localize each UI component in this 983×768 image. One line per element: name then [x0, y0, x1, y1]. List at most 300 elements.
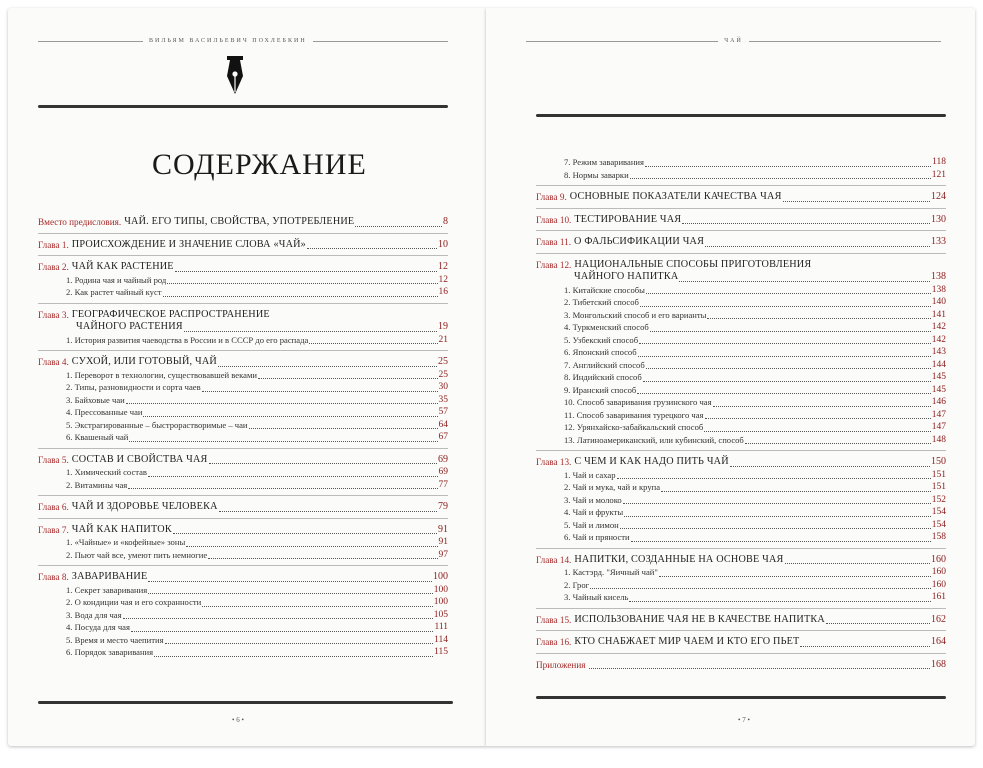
page-reference: 12: [438, 261, 448, 272]
dot-leader: [640, 306, 931, 307]
dot-leader: [148, 593, 433, 594]
toc-section-entry[interactable]: [536, 371, 946, 384]
page-reference: 100: [433, 597, 448, 607]
chapter-label: Глава 9.: [536, 192, 567, 202]
toc-section-entry[interactable]: [38, 479, 448, 492]
page-reference: 152: [931, 494, 946, 505]
entry-title: О ФАЛЬСИФИКАЦИИ ЧАЯ: [574, 236, 705, 247]
chapter-label: Глава 10.: [536, 214, 572, 225]
dot-leader: [631, 541, 931, 542]
head-ornament-line: [38, 41, 143, 42]
entry-title: 3. Вода для чая: [66, 609, 122, 620]
page-reference: 97: [438, 549, 448, 560]
entry-title: 1. Кастэрд. "Яичный чай": [564, 567, 658, 577]
dot-leader: [704, 431, 930, 432]
chapter-separator: [536, 450, 946, 451]
chapter-label: Глава 3.: [38, 309, 69, 320]
entry-title: 1. Родина чая и чайный род: [66, 274, 167, 285]
dot-leader: [659, 576, 931, 577]
dot-leader: [620, 528, 931, 529]
entry-title: 2. О кондиции чая и его сохранности: [66, 597, 202, 607]
toc-chapter-entry[interactable]: [536, 259, 946, 272]
entry-title: 1. Китайские способы: [564, 284, 645, 295]
entry-title: ОСНОВНЫЕ ПОКАЗАТЕЛИ КАЧЕСТВА ЧАЯ: [569, 191, 782, 202]
entry-title: С ЧЕМ И КАК НАДО ПИТЬ ЧАЙ: [574, 456, 729, 467]
entry-title: КТО СНАБЖАЕТ МИР ЧАЕМ И КТО ЕГО ПЬЕТ: [574, 636, 800, 647]
page-reference: 100: [433, 584, 448, 595]
toc-section-entry[interactable]: [536, 334, 946, 347]
entry-title: 6. Квашеный чай: [66, 432, 129, 442]
dot-leader: [638, 356, 931, 357]
toc-chapter-entry[interactable]: [38, 356, 448, 369]
toc-section-entry[interactable]: [38, 406, 448, 419]
entry-title: НАПИТКИ, СОЗДАННЫЕ НА ОСНОВЕ ЧАЯ: [574, 553, 784, 565]
entry-title: 5. Чай и лимон: [564, 519, 619, 530]
page-reference: 160: [931, 579, 946, 590]
entry-title: ЧАЙ КАК РАСТЕНИЕ: [71, 261, 174, 272]
page-reference: 118: [932, 157, 946, 167]
dot-leader: [143, 416, 437, 417]
entry-title: 7. Режим заваривания: [564, 157, 644, 167]
toc-section-entry[interactable]: [38, 381, 448, 394]
chapter-label: Глава 14.: [536, 554, 572, 565]
footer-rule: [536, 696, 946, 699]
page-reference: 105: [433, 609, 448, 620]
dot-leader: [309, 343, 437, 344]
dot-leader: [128, 488, 437, 489]
entry-title-continued: ЧАЙНОГО РАСТЕНИЯ: [76, 321, 183, 332]
dot-leader: [661, 491, 931, 492]
chapter-separator: [38, 255, 448, 256]
dot-leader: [186, 546, 437, 547]
dot-leader: [785, 563, 930, 564]
page-reference: 158: [931, 532, 946, 542]
toc-section-entry[interactable]: [38, 596, 448, 609]
chapter-label: Глава 2.: [38, 262, 69, 272]
page-reference: 16: [438, 287, 448, 297]
entry-title: 2. Витамины чая: [66, 479, 128, 490]
entry-title: 4. Туркменский способ: [564, 322, 649, 332]
dot-leader: [258, 378, 438, 379]
toc-section-entry[interactable]: [536, 519, 946, 532]
toc-section-entry[interactable]: [536, 321, 946, 334]
toc-section-entry[interactable]: [38, 646, 448, 659]
chapter-separator: [536, 608, 946, 609]
page-reference: 69: [438, 453, 448, 465]
page-reference: 147: [931, 409, 946, 420]
toc-section-entry[interactable]: [536, 469, 946, 482]
page-reference: 142: [931, 334, 946, 345]
toc-section-entry[interactable]: [38, 549, 448, 562]
chapter-label: Глава 12.: [536, 259, 572, 270]
toc-section-entry[interactable]: [536, 409, 946, 422]
entry-title: ТЕСТИРОВАНИЕ ЧАЯ: [574, 213, 682, 225]
entry-title: ПРОИСХОЖДЕНИЕ И ЗНАЧЕНИЕ СЛОВА «ЧАЙ»: [71, 238, 306, 250]
entry-title: НАЦИОНАЛЬНЫЕ СПОСОБЫ ПРИГОТОВЛЕНИЯ: [574, 258, 812, 270]
dot-leader: [126, 403, 438, 404]
toc-section-entry[interactable]: [38, 274, 448, 287]
chapter-separator: [38, 350, 448, 351]
toc-chapter-entry[interactable]: [38, 454, 448, 467]
page-reference: 146: [931, 397, 946, 407]
page-reference: 164: [931, 636, 946, 647]
page-reference: 8: [443, 216, 448, 227]
page-reference: 145: [931, 384, 946, 395]
toc-section-entry[interactable]: [38, 536, 448, 549]
page-title: СОДЕРЖАНИЕ: [152, 148, 367, 181]
toc-chapter-entry[interactable]: [536, 614, 946, 627]
toc-chapter-entry[interactable]: [38, 524, 448, 537]
toc-chapter-continuation[interactable]: [38, 321, 448, 334]
entry-title: 11. Способ заваривания турецкого чая: [564, 409, 704, 420]
page-reference: 67: [438, 432, 448, 442]
toc-section-entry[interactable]: [536, 481, 946, 494]
dot-leader: [173, 533, 437, 534]
toc-section-entry[interactable]: [38, 286, 448, 299]
dot-leader: [202, 606, 433, 607]
toc-chapter-entry[interactable]: [38, 501, 448, 514]
toc-section-entry[interactable]: [38, 369, 448, 382]
page-reference: 148: [931, 434, 946, 445]
toc-section-entry[interactable]: [536, 591, 946, 604]
entry-title: ЧАЙ. ЕГО ТИПЫ, СВОЙСТВА, УПОТРЕБЛЕНИЕ: [124, 216, 355, 227]
entry-title: 9. Иранский способ: [564, 384, 637, 395]
chapter-label: Глава 15.: [536, 614, 572, 625]
left-page: [8, 8, 486, 746]
toc-section-entry[interactable]: [536, 346, 946, 359]
chapter-separator: [38, 565, 448, 566]
page-reference: 161: [931, 592, 946, 602]
toc-section-entry[interactable]: [536, 566, 946, 579]
page-reference: 138: [931, 284, 946, 295]
toc-section-entry[interactable]: [38, 431, 448, 444]
chapter-separator: [536, 548, 946, 549]
page-reference: 140: [931, 297, 946, 307]
toc-chapter-entry[interactable]: [38, 239, 448, 252]
dot-leader: [645, 166, 931, 167]
dot-leader: [639, 343, 931, 344]
chapter-label: Глава 4.: [38, 357, 69, 367]
toc-chapter-entry[interactable]: [38, 216, 448, 229]
page-number: • 6 •: [232, 716, 244, 724]
chapter-separator: [536, 208, 946, 209]
page-reference: 168: [931, 658, 946, 670]
page-reference: 154: [931, 519, 946, 530]
toc-chapter-entry[interactable]: [38, 309, 448, 322]
chapter-separator: [38, 303, 448, 304]
entry-title: 2. Как растет чайный куст: [66, 287, 162, 297]
entry-title: 5. Время и место чаепития: [66, 634, 164, 645]
page-reference: 30: [438, 382, 448, 392]
page-reference: 143: [931, 347, 946, 357]
dot-leader: [713, 406, 931, 407]
page-reference: 91: [438, 537, 448, 547]
page-reference: 151: [931, 469, 946, 480]
dot-leader: [623, 503, 931, 504]
chapter-label: Глава 7.: [38, 524, 69, 535]
entry-title: 6. Чай и пряности: [564, 532, 630, 542]
toc-section-entry[interactable]: [536, 309, 946, 322]
page-reference: 124: [931, 191, 946, 202]
entry-title: 10. Способ заваривания грузинского чая: [564, 397, 712, 407]
toc-section-entry[interactable]: [536, 296, 946, 309]
chapter-label: Глава 13.: [536, 457, 572, 467]
page-reference: 19: [438, 321, 448, 332]
dot-leader: [249, 428, 438, 429]
toc-section-entry[interactable]: [38, 394, 448, 407]
entry-title: 8. Индийский способ: [564, 372, 642, 382]
page-reference: 121: [931, 169, 946, 180]
dot-leader: [745, 443, 931, 444]
dot-leader: [650, 331, 931, 332]
dot-leader: [184, 331, 437, 332]
page-reference: 130: [931, 213, 946, 225]
dot-leader: [355, 226, 442, 227]
toc-chapter-entry[interactable]: [38, 571, 448, 584]
dot-leader: [629, 601, 930, 602]
entry-title: 1. Химический состав: [66, 467, 147, 477]
page-reference: 147: [931, 422, 946, 432]
chapter-separator: [38, 518, 448, 519]
page-reference: 144: [931, 359, 946, 370]
entry-title: 3. Чайный кисель: [564, 592, 629, 602]
entry-title: 2. Типы, разновидности и сорта чаев: [66, 382, 201, 392]
chapter-label: Глава 16.: [536, 637, 572, 647]
dot-leader: [705, 246, 930, 247]
chapter-label: Глава 11.: [536, 237, 572, 247]
page-reference: 79: [438, 501, 448, 512]
page-reference: 160: [931, 553, 946, 565]
entry-title: 5. Узбекский способ: [564, 334, 639, 345]
entry-title: ИСПОЛЬЗОВАНИЕ ЧАЯ НЕ В КАЧЕСТВЕ НАПИТКА: [574, 613, 825, 625]
entry-title: 2. Тибетский способ: [564, 297, 639, 307]
toc-section-entry[interactable]: [38, 609, 448, 622]
entry-title: 4. Прессованные чаи: [66, 407, 143, 417]
page-number: • 7 •: [738, 716, 750, 724]
page-reference: 142: [931, 322, 946, 332]
page-reference: 69: [438, 467, 448, 477]
dot-leader: [646, 368, 931, 369]
chapter-separator: [536, 185, 946, 186]
chapter-label: Вместо предисловия.: [38, 217, 122, 227]
entry-title: 6. Порядок заваривания: [66, 647, 154, 657]
toc-section-entry[interactable]: [536, 359, 946, 372]
toc-section-entry[interactable]: [536, 284, 946, 297]
page-reference: 57: [438, 407, 448, 417]
dot-leader: [123, 618, 433, 619]
head-ornament-line: [313, 41, 448, 42]
dot-leader: [175, 271, 437, 272]
toc-chapter-entry[interactable]: [536, 214, 946, 227]
page-reference: 25: [438, 356, 448, 367]
toc-chapter-entry[interactable]: [536, 456, 946, 469]
header-rule: [38, 105, 448, 108]
dot-leader: [826, 623, 930, 624]
dot-leader: [589, 668, 930, 669]
toc-chapter-entry[interactable]: [536, 554, 946, 567]
running-head-text: ЧАЙ: [724, 38, 743, 44]
entry-title: 8. Нормы заварки: [564, 169, 629, 180]
entry-title: 4. Чай и фрукты: [564, 507, 624, 517]
dot-leader: [208, 558, 437, 559]
chapter-separator: [536, 630, 946, 631]
entry-title: 12. Урянхайско-забайкальский способ: [564, 422, 704, 432]
toc-section-entry[interactable]: [536, 434, 946, 447]
dot-leader: [705, 418, 931, 419]
dot-leader: [167, 283, 437, 284]
dot-leader: [219, 511, 437, 512]
dot-leader: [637, 393, 930, 394]
dot-leader: [624, 516, 931, 517]
entry-title: 3. Чай и молоко: [564, 494, 622, 505]
page-reference: 111: [434, 622, 448, 632]
entry-title: 1. «Чайные» и «кофейные» зоны: [66, 537, 186, 547]
entry-title: ЧАЙ И ЗДОРОВЬЕ ЧЕЛОВЕКА: [71, 501, 218, 512]
chapter-label: Глава 8.: [38, 572, 69, 582]
toc-chapter-entry[interactable]: [536, 236, 946, 249]
dot-leader: [307, 248, 437, 249]
entry-title: 1. Секрет заваривания: [66, 584, 148, 595]
page-reference: 77: [438, 479, 448, 490]
dot-leader: [129, 441, 437, 442]
page-reference: 91: [438, 523, 448, 535]
head-ornament-line: [526, 41, 718, 42]
entry-title: СУХОЙ, ИЛИ ГОТОВЫЙ, ЧАЙ: [71, 356, 217, 367]
chapter-label: Глава 1.: [38, 239, 69, 250]
dot-leader: [154, 656, 433, 657]
dot-leader: [590, 588, 931, 589]
chapter-separator: [38, 233, 448, 234]
entry-title: ГЕОГРАФИЧЕСКОЕ РАСПРОСТРАНЕНИЕ: [71, 308, 270, 320]
toc-section-entry[interactable]: [38, 419, 448, 432]
page-reference: 100: [433, 571, 448, 582]
dot-leader: [131, 631, 433, 632]
page-reference: 141: [931, 309, 946, 320]
chapter-separator: [38, 495, 448, 496]
chapter-separator: [536, 230, 946, 231]
dot-leader: [617, 478, 931, 479]
toc-section-entry[interactable]: [536, 506, 946, 519]
page-reference: 12: [438, 274, 448, 285]
page-reference: 25: [438, 369, 448, 380]
dot-leader: [783, 201, 930, 202]
dot-leader: [148, 476, 438, 477]
toc-section-entry[interactable]: [38, 584, 448, 597]
chapter-label: Приложения: [536, 659, 586, 670]
entry-title: 1. Переворот в технологии, существовавшей веками: [66, 369, 257, 380]
toc-section-entry[interactable]: [536, 579, 946, 592]
running-head-text: ВИЛЬЯМ ВАСИЛЬЕВИЧ ПОХЛЕБКИН: [149, 38, 307, 44]
entry-title: 1. История развития чаеводства в России и в СССР до его распада: [66, 334, 309, 345]
dot-leader: [730, 466, 930, 467]
dot-leader: [148, 581, 432, 582]
page-reference: 35: [438, 394, 448, 405]
entry-title-continued: ЧАЙНОГО НАПИТКА: [574, 271, 679, 282]
dot-leader: [800, 646, 930, 647]
toc-chapter-entry[interactable]: [536, 636, 946, 649]
dot-leader: [163, 296, 438, 297]
dot-leader: [682, 223, 930, 224]
entry-title: 3. Монгольский способ и его варианты: [564, 309, 707, 320]
toc-section-entry[interactable]: [536, 531, 946, 544]
running-head: [526, 38, 941, 44]
dot-leader: [679, 281, 930, 282]
page-reference: 138: [931, 271, 946, 282]
entry-title: СОСТАВ И СВОЙСТВА ЧАЯ: [71, 453, 208, 465]
entry-title: 2. Пьют чай все, умеют пить немногие: [66, 549, 208, 560]
entry-title: 5. Экстрагированные – быстрорастворимые – чаи: [66, 419, 248, 430]
toc-section-entry[interactable]: [536, 384, 946, 397]
chapter-separator: [536, 253, 946, 254]
dot-leader: [646, 293, 931, 294]
entry-title: 2. Чай и мука, чай и крупа: [564, 482, 661, 492]
entry-title: ЗАВАРИВАНИЕ: [71, 571, 148, 582]
chapter-label: Глава 5.: [38, 454, 69, 465]
dot-leader: [165, 643, 434, 644]
entry-title: 4. Посуда для чая: [66, 622, 130, 632]
toc-section-entry[interactable]: [536, 396, 946, 409]
toc-section-entry[interactable]: [38, 334, 448, 347]
page-reference: 154: [931, 507, 946, 517]
head-ornament-line: [749, 41, 941, 42]
footer-rule: [38, 701, 453, 704]
header-rule: [536, 114, 946, 117]
dot-leader: [707, 318, 930, 319]
page-reference: 162: [931, 613, 946, 625]
table-of-contents: [536, 156, 946, 671]
fountain-pen-nib-icon: [224, 54, 246, 96]
dot-leader: [218, 366, 437, 367]
page-reference: 145: [931, 372, 946, 382]
entry-title: 2. Грог: [564, 579, 590, 590]
page-reference: 10: [438, 238, 448, 250]
entry-title: 7. Английский способ: [564, 359, 645, 370]
toc-section-entry[interactable]: [38, 621, 448, 634]
page-reference: 114: [434, 634, 448, 645]
toc-section-entry[interactable]: [536, 494, 946, 507]
entry-title: 13. Латиноамериканский, или кубинский, способ: [564, 434, 744, 445]
page-reference: 150: [931, 456, 946, 467]
dot-leader: [202, 391, 438, 392]
toc-section-entry[interactable]: [38, 634, 448, 647]
running-head: [38, 38, 448, 44]
dot-leader: [209, 463, 437, 464]
right-page: [486, 8, 975, 746]
toc-chapter-entry[interactable]: [536, 191, 946, 204]
entry-title: 1. Чай и сахар: [564, 469, 616, 480]
toc-section-entry[interactable]: [38, 466, 448, 479]
page-reference: 115: [434, 647, 448, 657]
entry-title: ЧАЙ КАК НАПИТОК: [71, 523, 172, 535]
toc-section-entry[interactable]: [536, 421, 946, 434]
chapter-separator: [38, 448, 448, 449]
chapter-label: Глава 6.: [38, 502, 69, 512]
toc-chapter-continuation[interactable]: [536, 271, 946, 284]
page-reference: 160: [931, 567, 946, 577]
page-reference: 133: [931, 236, 946, 247]
toc-section-entry[interactable]: [536, 156, 946, 169]
toc-section-entry[interactable]: [536, 169, 946, 182]
dot-leader: [630, 178, 931, 179]
toc-chapter-entry[interactable]: [38, 261, 448, 274]
table-of-contents: [38, 216, 448, 659]
entry-title: 6. Японский способ: [564, 347, 637, 357]
chapter-separator: [536, 653, 946, 654]
page-reference: 64: [438, 419, 448, 430]
page-reference: 151: [931, 482, 946, 492]
page-reference: 21: [438, 334, 448, 345]
toc-chapter-entry[interactable]: [536, 659, 946, 672]
